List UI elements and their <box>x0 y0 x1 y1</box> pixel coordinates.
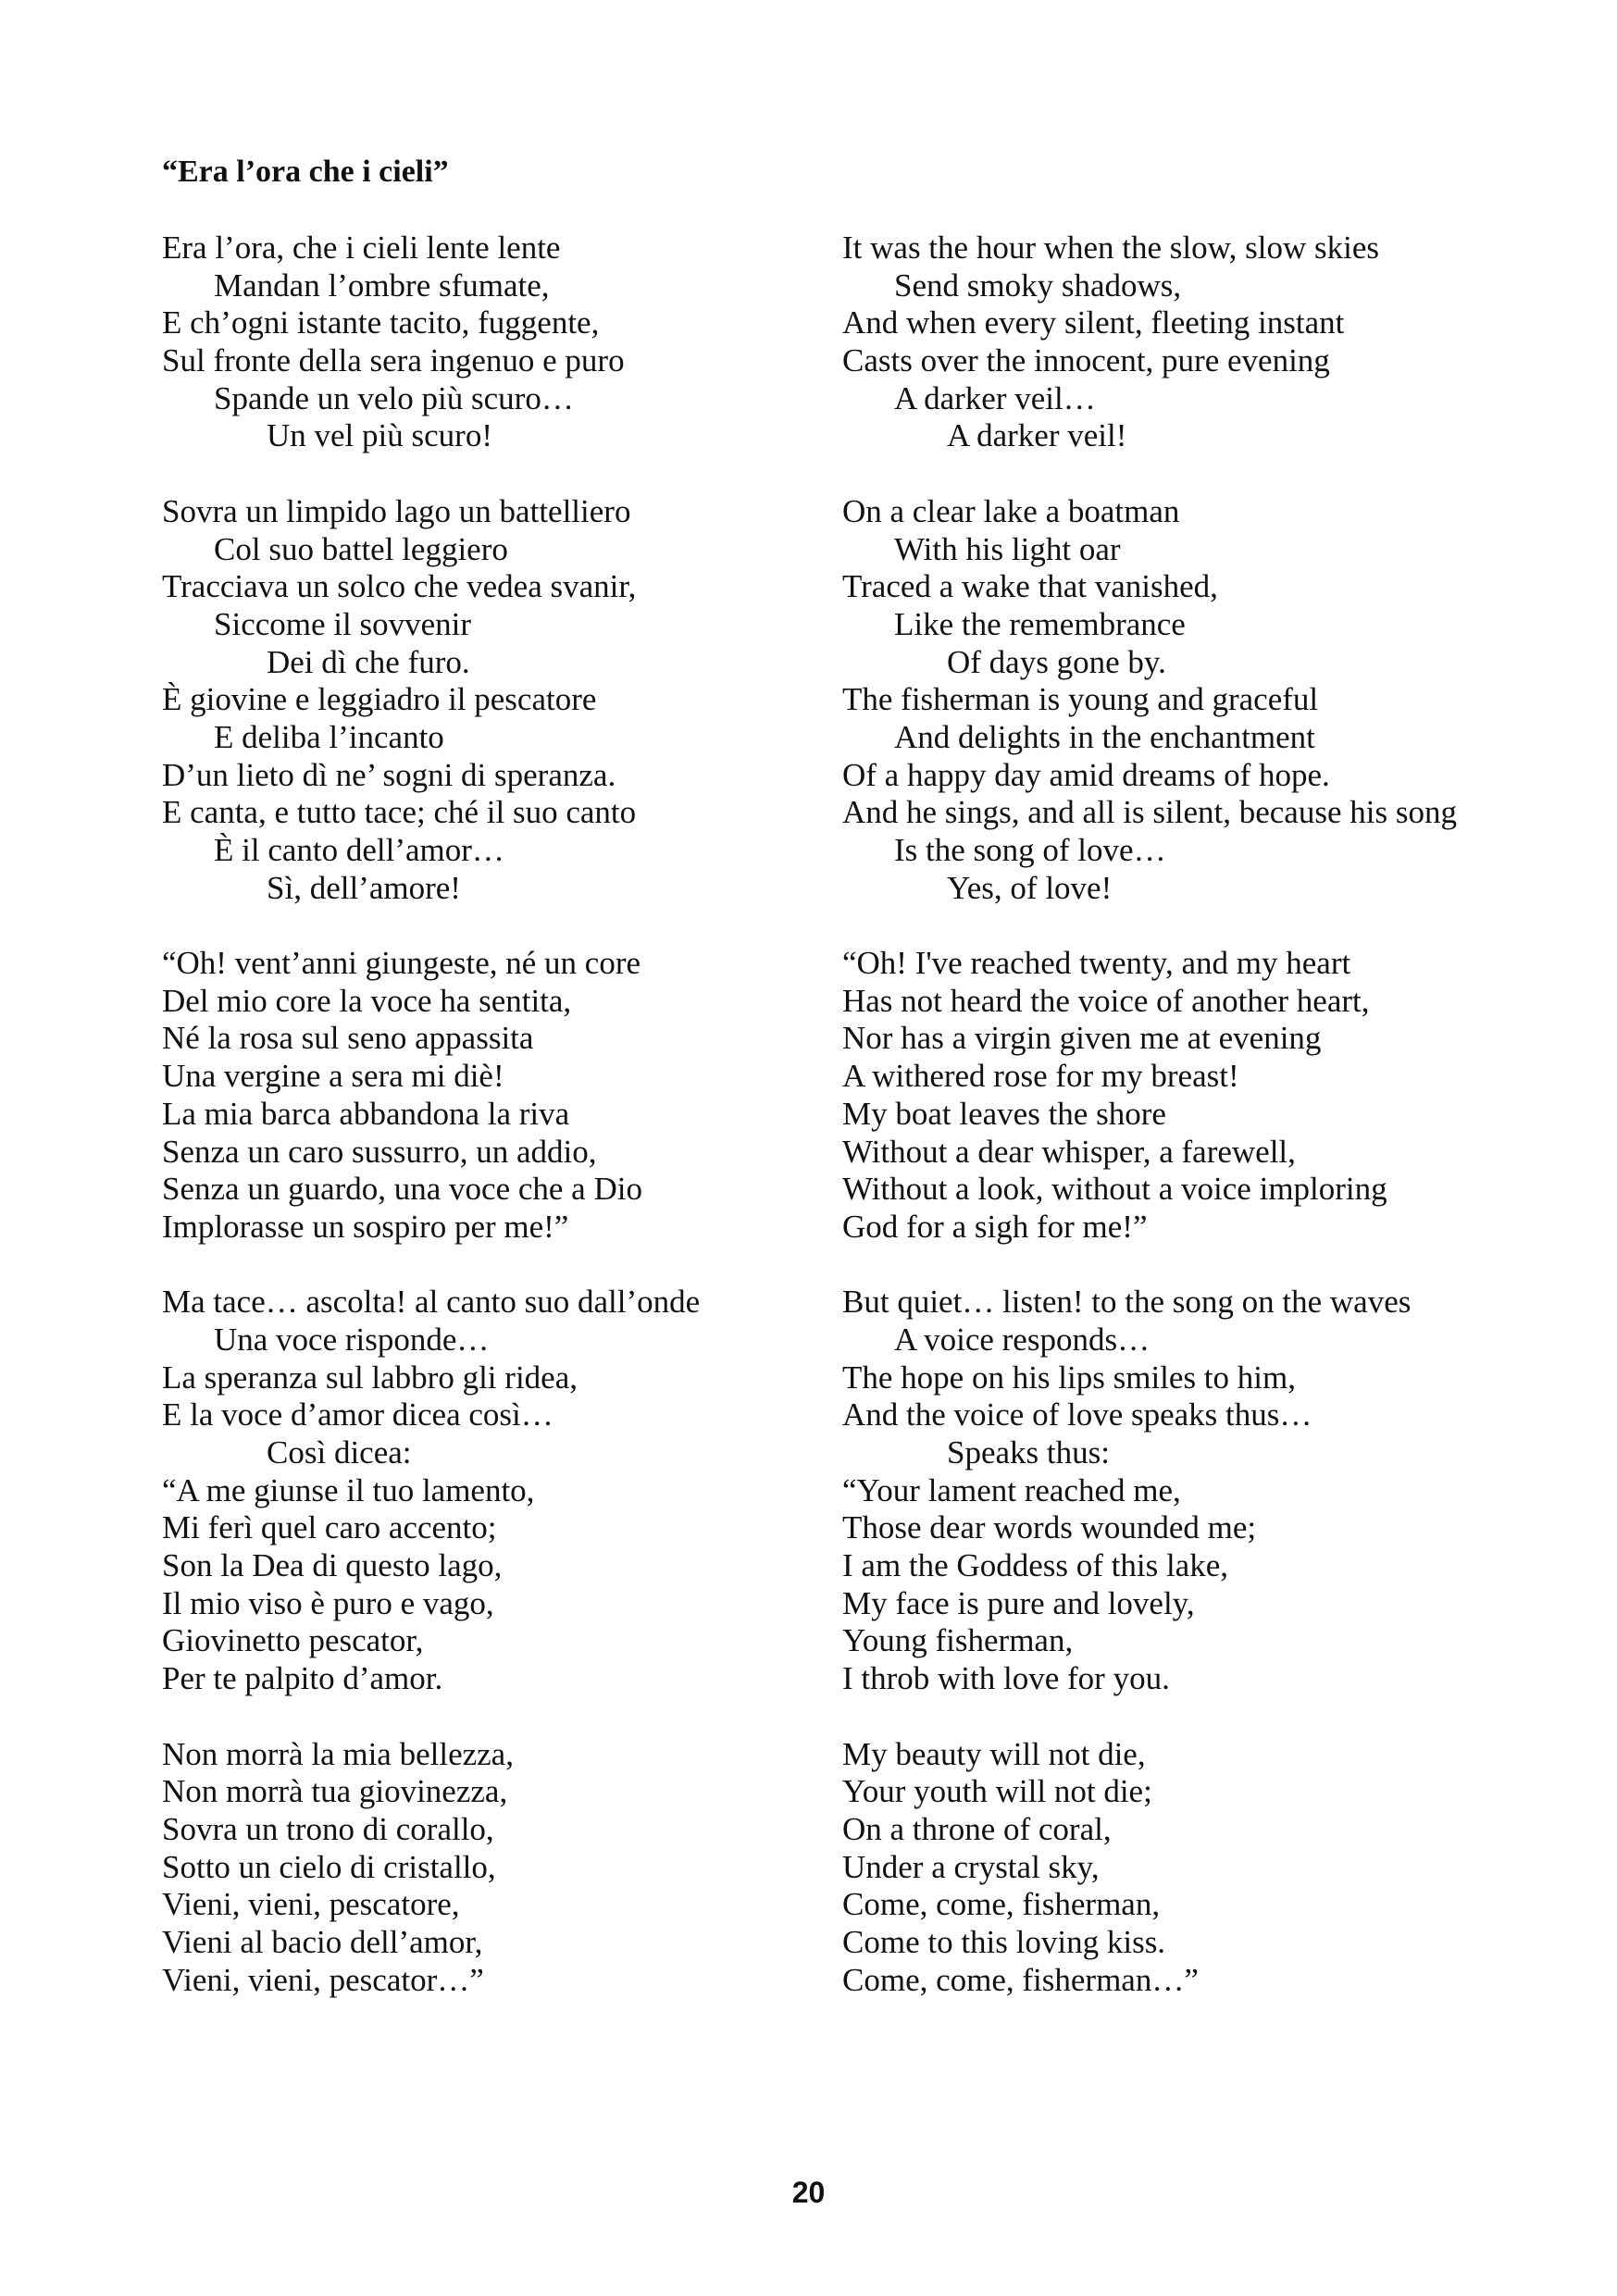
english-verse-line: Traced a wake that vanished, <box>842 568 1218 605</box>
english-verse-line: Of days gone by. <box>947 643 1166 680</box>
english-verse-line: Come, come, fisherman, <box>842 1886 1161 1923</box>
english-stanza <box>842 1284 1573 1698</box>
italian-verse-line: Vieni al bacio dell’amor, <box>162 1923 483 1960</box>
italian-verse-line: Sotto un cielo di cristallo, <box>162 1848 496 1885</box>
english-verse-line: Those dear words wounded me; <box>842 1509 1257 1546</box>
english-verse-line: On a throne of coral, <box>842 1810 1112 1847</box>
italian-verse-line: Son la Dea di questo lago, <box>162 1547 503 1584</box>
english-verse-line: “Oh! I've reached twenty, and my heart <box>842 945 1351 982</box>
italian-verse-line: La mia barca abbandona la riva <box>162 1095 570 1132</box>
italian-stanza <box>162 493 810 908</box>
italian-verse-line: “Oh! vent’anni giungeste, né un core <box>162 945 641 982</box>
italian-verse-line: Non morrà la mia bellezza, <box>162 1735 514 1772</box>
english-verse-line: A darker veil! <box>947 417 1127 454</box>
italian-stanza <box>162 230 810 455</box>
english-verse-line: I am the Goddess of this lake, <box>842 1547 1228 1584</box>
italian-verse-line: Mandan l’ombre sfumate, <box>214 267 550 304</box>
english-verse-line: A withered rose for my breast! <box>842 1058 1239 1095</box>
english-verse-line: It was the hour when the slow, slow skies <box>842 230 1380 266</box>
english-verse-line: Speaks thus: <box>947 1434 1110 1471</box>
italian-verse-line: Sovra un trono di corallo, <box>162 1810 494 1847</box>
english-verse-line: A darker veil… <box>894 379 1096 416</box>
italian-verse-line: Vieni, vieni, pescatore, <box>162 1886 460 1923</box>
english-verse-line: Like the remembrance <box>894 605 1186 642</box>
italian-verse-line: E ch’ogni istante tacito, fuggente, <box>162 304 600 341</box>
italian-stanza <box>162 1284 810 1698</box>
english-verse-line: A voice responds… <box>894 1321 1151 1358</box>
italian-verse-line: Mi ferì quel caro accento; <box>162 1509 497 1546</box>
english-verse-line: Nor has a virgin given me at evening <box>842 1020 1322 1057</box>
italian-verse-line: Senza un guardo, una voce che a Dio <box>162 1171 642 1208</box>
english-verse-line: Yes, of love! <box>947 869 1113 906</box>
poem-title: “Era l’ora che i cieli” <box>162 155 449 189</box>
english-verse-line: Young fisherman, <box>842 1622 1074 1659</box>
english-verse-line: The hope on his lips smiles to him, <box>842 1359 1296 1396</box>
english-verse-line: On a clear lake a boatman <box>842 492 1180 529</box>
english-verse-line: With his light oar <box>894 530 1121 567</box>
italian-verse-line: Col suo battel leggiero <box>214 530 508 567</box>
english-stanza <box>842 230 1573 455</box>
english-verse-line: Of a happy day amid dreams of hope. <box>842 756 1330 793</box>
italian-verse-line: Vieni, vieni, pescator…” <box>162 1961 484 1998</box>
italian-verse-line: Una voce risponde… <box>214 1321 490 1358</box>
italian-verse-line: Così dicea: <box>267 1434 412 1471</box>
english-verse-line: Is the song of love… <box>894 832 1166 868</box>
italian-verse-line: Dei dì che furo. <box>267 643 470 680</box>
english-verse-line: God for a sigh for me!” <box>842 1208 1148 1245</box>
english-verse-line: Send smoky shadows, <box>894 267 1182 304</box>
english-verse-line: But quiet… listen! to the song on the waves <box>842 1284 1412 1321</box>
italian-verse-line: Era l’ora, che i cieli lente lente <box>162 230 561 266</box>
italian-verse-line: Siccome il sovvenir <box>214 605 472 642</box>
english-verse-line: And he sings, and all is silent, because his song <box>842 794 1457 831</box>
italian-verse-line: Spande un velo più scuro… <box>214 379 574 416</box>
english-verse-line: And when every silent, fleeting instant <box>842 304 1345 341</box>
italian-verse-line: E canta, e tutto tace; ché il suo canto <box>162 794 637 831</box>
italian-stanza <box>162 945 810 1247</box>
italian-verse-line: È il canto dell’amor… <box>214 832 504 868</box>
english-verse-line: Without a dear whisper, a farewell, <box>842 1133 1296 1170</box>
italian-verse-line: È giovine e leggiadro il pescatore <box>162 681 597 718</box>
english-verse-line: Without a look, without a voice imploring <box>842 1171 1387 1208</box>
english-verse-line: Has not heard the voice of another heart, <box>842 982 1370 1019</box>
italian-verse-line: Per te palpito d’amor. <box>162 1660 443 1697</box>
italian-verse-line: Del mio core la voce ha sentita, <box>162 982 572 1019</box>
english-verse-line: My beauty will not die, <box>842 1735 1146 1772</box>
italian-verse-line: Il mio viso è puro e vago, <box>162 1584 494 1621</box>
english-translation-column <box>842 230 1573 1999</box>
italian-verse-line: Un vel più scuro! <box>267 417 492 454</box>
english-verse-line: Under a crystal sky, <box>842 1848 1100 1885</box>
italian-text-column <box>162 230 810 1999</box>
italian-stanza <box>162 1736 810 2000</box>
english-stanza <box>842 1736 1573 2000</box>
italian-verse-line: E la voce d’amor dicea così… <box>162 1396 554 1433</box>
italian-verse-line: E deliba l’incanto <box>214 718 444 755</box>
english-verse-line: My boat leaves the shore <box>842 1095 1166 1132</box>
italian-verse-line: Implorasse un sospiro per me!” <box>162 1208 569 1245</box>
english-verse-line: Casts over the innocent, pure evening <box>842 342 1330 379</box>
english-verse-line: The fisherman is young and graceful <box>842 681 1319 718</box>
italian-verse-line: Non morrà tua giovinezza, <box>162 1773 508 1810</box>
english-verse-line: “Your lament reached me, <box>842 1471 1181 1508</box>
english-verse-line: Come to this loving kiss. <box>842 1923 1166 1960</box>
italian-verse-line: Giovinetto pescator, <box>162 1622 424 1659</box>
italian-verse-line: Senza un caro sussurro, un addio, <box>162 1133 597 1170</box>
english-verse-line: Your youth will not die; <box>842 1773 1152 1810</box>
italian-verse-line: Sì, dell’amore! <box>267 869 461 906</box>
italian-verse-line: D’un lieto dì ne’ sogni di speranza. <box>162 756 616 793</box>
italian-verse-line: “A me giunse il tuo lamento, <box>162 1471 535 1508</box>
italian-verse-line: Né la rosa sul seno appassita <box>162 1020 534 1057</box>
english-verse-line: And delights in the enchantment <box>894 718 1315 755</box>
italian-verse-line: Ma tace… ascolta! al canto suo dall’onde <box>162 1284 701 1321</box>
english-stanza <box>842 493 1573 908</box>
italian-verse-line: La speranza sul labbro gli ridea, <box>162 1359 578 1396</box>
english-verse-line: And the voice of love speaks thus… <box>842 1396 1312 1433</box>
english-verse-line: I throb with love for you. <box>842 1660 1170 1697</box>
page-number: 20 <box>791 2176 826 2209</box>
english-verse-line: Come, come, fisherman…” <box>842 1961 1199 1998</box>
italian-verse-line: Tracciava un solco che vedea svanir, <box>162 568 637 605</box>
italian-verse-line: Una vergine a sera mi diè! <box>162 1058 504 1095</box>
italian-verse-line: Sul fronte della sera ingenuo e puro <box>162 342 625 379</box>
english-verse-line: My face is pure and lovely, <box>842 1584 1195 1621</box>
english-stanza <box>842 945 1573 1247</box>
italian-verse-line: Sovra un limpido lago un battelliero <box>162 492 631 529</box>
